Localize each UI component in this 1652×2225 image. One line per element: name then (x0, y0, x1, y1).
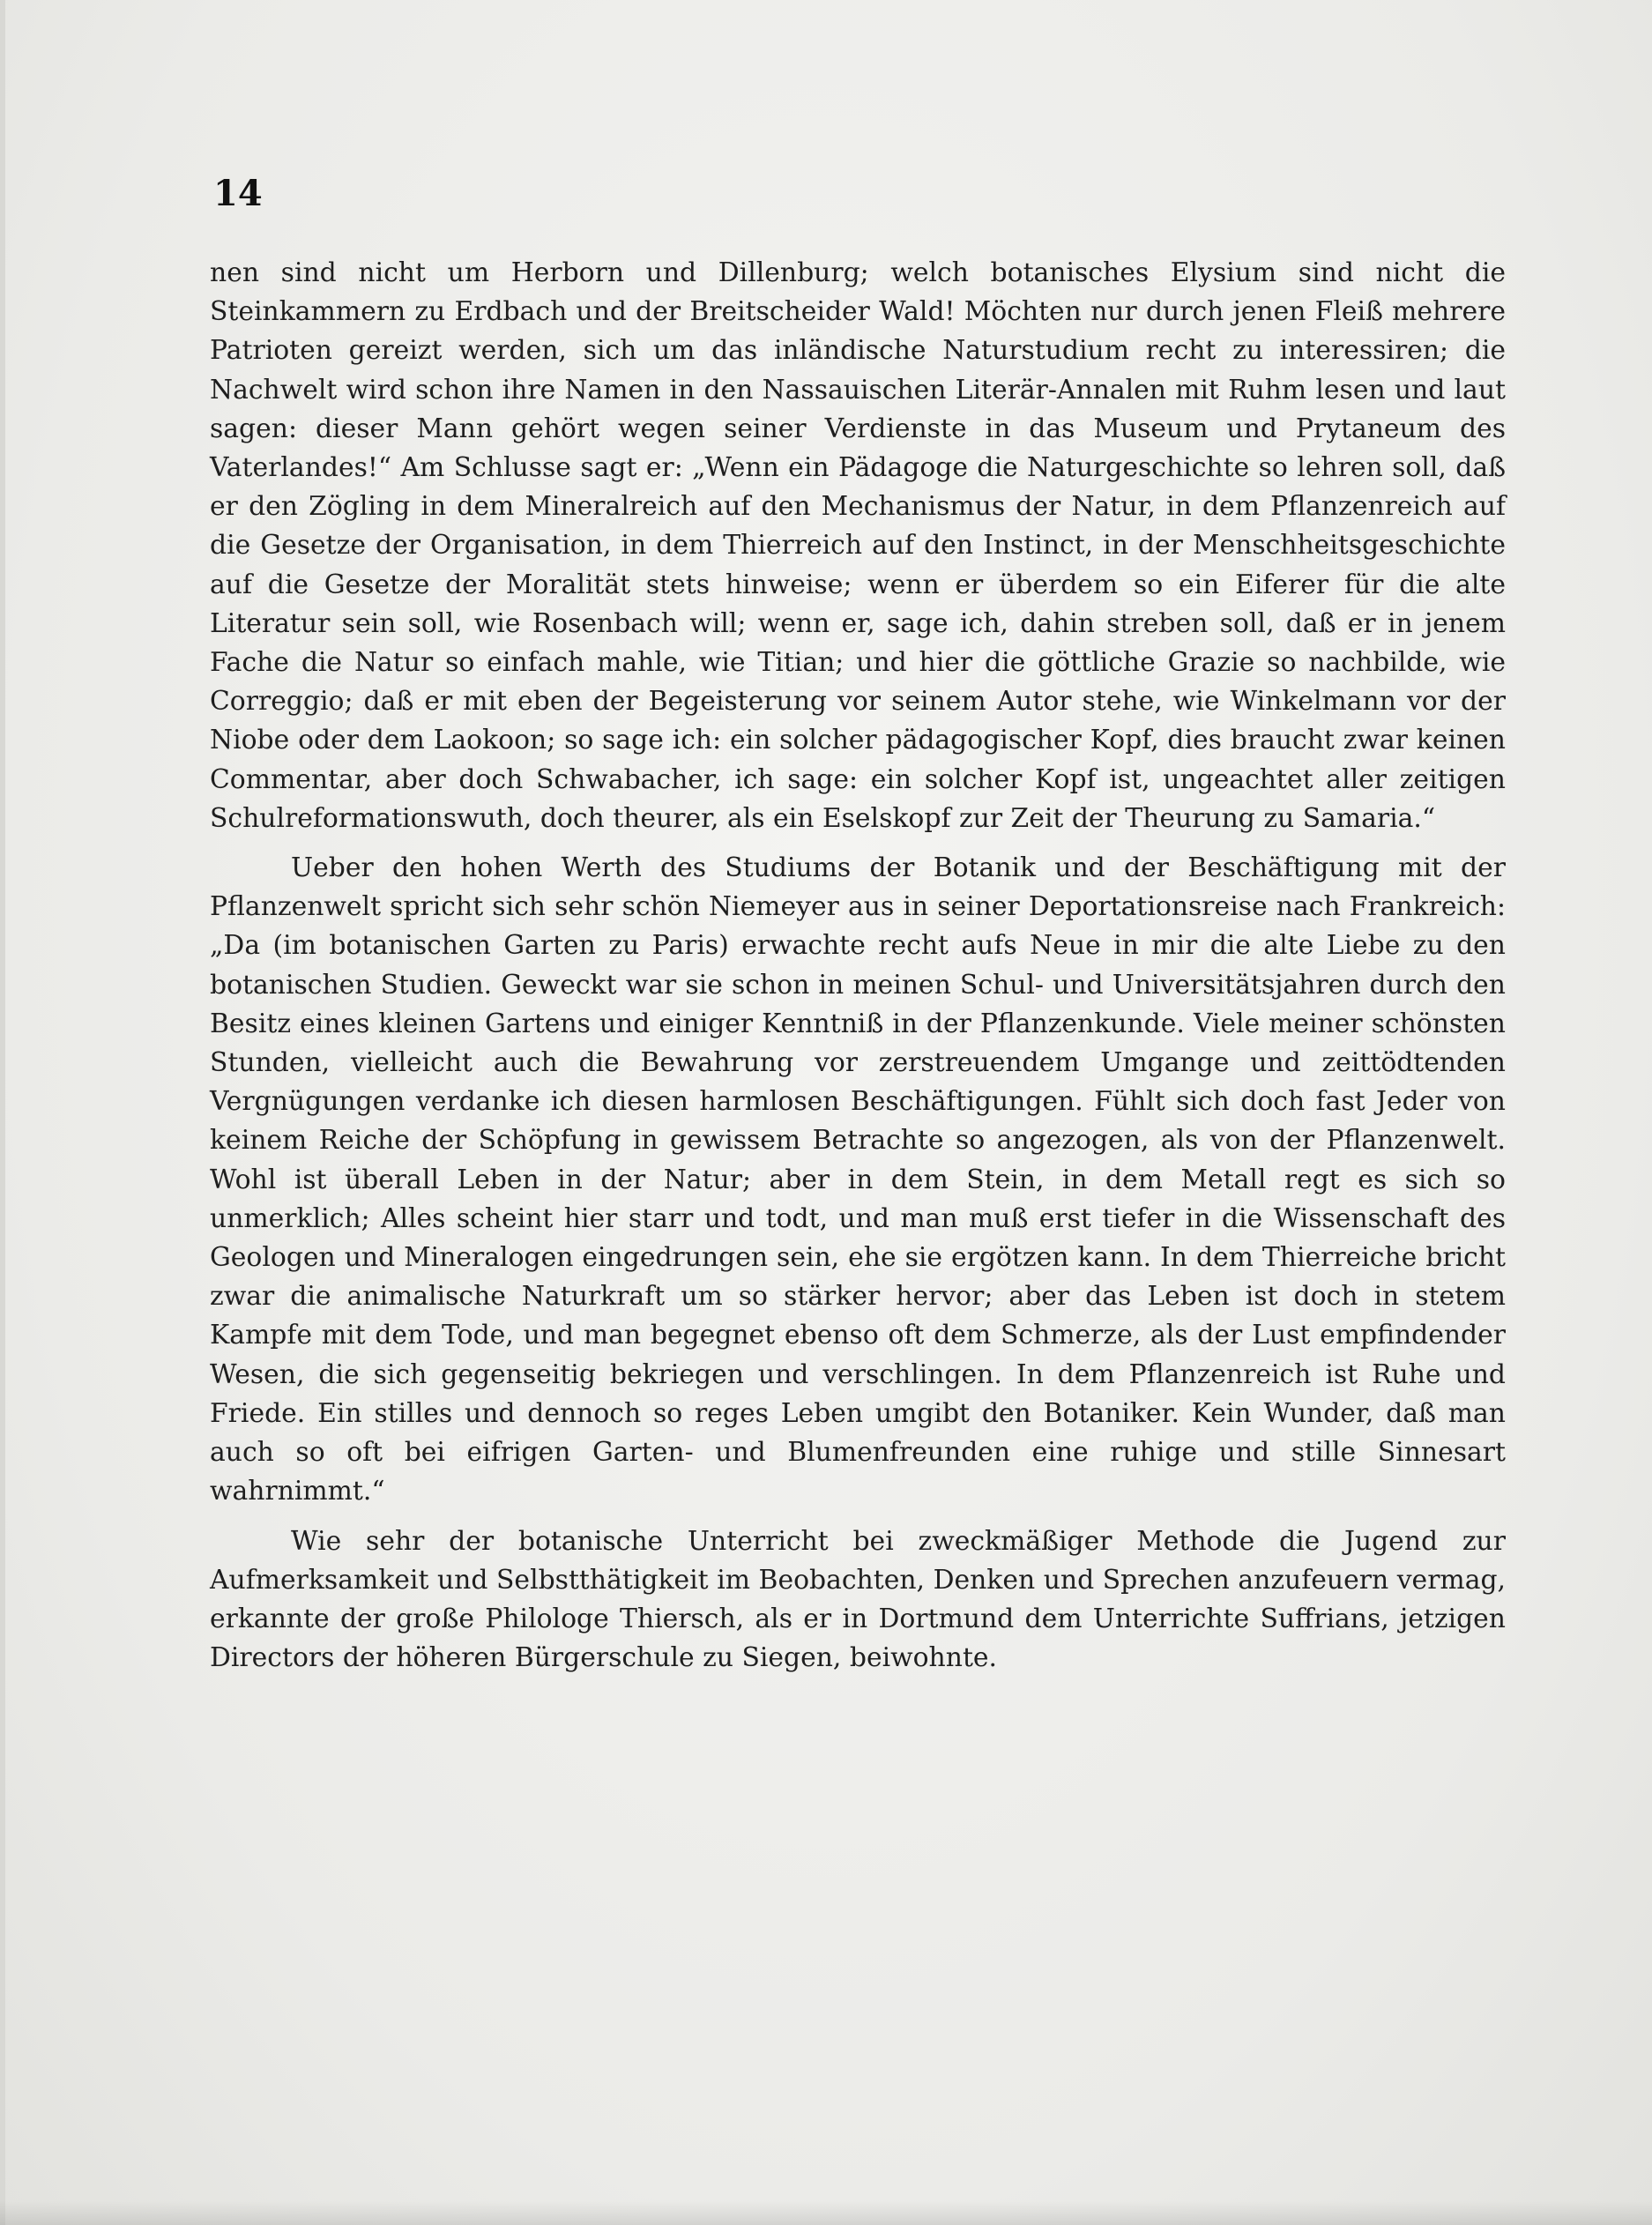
text-block (210, 173, 1506, 1678)
page-number: 14 (213, 173, 263, 214)
page-left-edge (0, 0, 5, 2225)
paragraph-1: nen sind nicht um Herborn und Dillenburg; welch botanisches Elysium sind nicht die Steinkammern zu Erdbach und der Breitscheider Wald! Möchten nur durch jenen Fleiß mehrere Patrioten gereizt werden, sich um das inländische Naturstudium recht zu interessiren; die Nachwelt wird schon ihre Namen in den Nassauischen Literär-Annalen mit Ruhm lesen und laut sagen: dieser Mann gehört wegen seiner Verdienste in das Museum und Prytaneum des Vaterlandes!“ Am Schlusse sagt er: „Wenn ein Pädagoge die Naturgeschichte so lehren soll, daß er den Zögling in dem Mineralreich auf den Mechanismus der Natur, in dem Pflanzenreich auf die Gesetze der Organisation, in dem Thierreich auf den Instinct, in der Menschheitsgeschichte auf die Gesetze der Moralität stets hinweise; wenn er überdem so ein Eiferer für die alte Literatur sein soll, wie Rosenbach will; wenn er, sage ich, dahin streben soll, daß er in jenem Fache die Natur so einfach mahle, wie Titian; und hier die göttliche Grazie so nachbilde, wie Correggio; daß er mit eben der Begeisterung vor seinem Autor stehe, wie Winkelmann vor der Niobe oder dem Laokoon; so sage ich: ein solcher pädagogischer Kopf, dies braucht zwar keinen Commentar, aber doch Schwabacher, ich sage: ein solcher Kopf ist, ungeachtet aller zeitigen Schulreformationswuth, doch theurer, als ein Eselskopf zur Zeit der Theurung zu Samaria.“ (210, 257, 1506, 834)
page-bottom-edge (0, 2200, 1652, 2225)
paragraph-2: Ueber den hohen Werth des Studiums der Botanik und der Beschäftigung mit der Pflanzenwelt spricht sich sehr schön Niemeyer aus in seiner Deportationsreise nach Frankreich: „Da (im botanischen Garten zu Paris) erwachte recht aufs Neue in mir die alte Liebe zu den botanischen Studien. Geweckt war sie schon in meinen Schul- und Universitätsjahren durch den Besitz eines kleinen Gartens und einiger Kenntniß in der Pflanzenkunde. Viele meiner schönsten Stunden, vielleicht auch die Bewahrung vor zerstreuendem Umgange und zeittödtenden Vergnügungen verdanke ich diesen harmlosen Beschäftigungen. Fühlt sich doch fast Jeder von keinem Reiche der Schöpfung in gewissem Betrachte so angezogen, als von der Pflanzenwelt. Wohl ist überall Leben in der Natur; aber in dem Stein, in dem Metall regt es sich so unmerklich; Alles scheint hier starr und todt, und man muß erst tiefer in die Wissenschaft des Geologen und Mineralogen eingedrungen sein, ehe sie ergötzen kann. In dem Thierreiche bricht zwar die animalische Naturkraft um so stärker hervor; aber das Leben ist doch in stetem Kampfe mit dem Tode, und man begegnet ebenso oft dem Schmerze, als der Lust empfindender Wesen, die sich gegenseitig bekriegen und verschlingen. In dem Pflanzenreich ist Ruhe und Friede. Ein stilles und dennoch so reges Leben umgibt den Botaniker. Kein Wunder, daß man auch so oft bei eifrigen Garten- und Blumenfreunden eine ruhige und stille Sinnesart wahrnimmt.“ (210, 852, 1506, 1507)
paragraph-3: Wie sehr der botanische Unterricht bei zweckmäßiger Methode die Jugend zur Aufmerksamkeit und Selbstthätigkeit im Beobachten, Denken und Sprechen anzufeuern vermag, erkannte der große Philologe Thiersch, als er in Dortmund dem Unterrichte Suffrians, jetzigen Directors der höheren Bürgerschule zu Siegen, beiwohnte. (210, 1525, 1506, 1674)
